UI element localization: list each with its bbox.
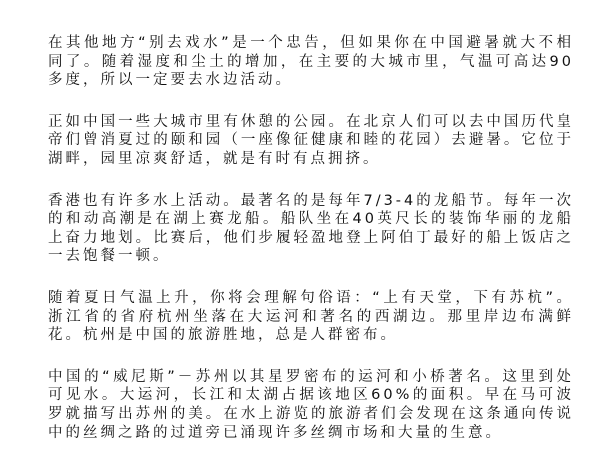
paragraph-beijing-summer-palace: 正如中国一些大城市里有休憩的公园。在北京人们可以去中国历代皇帝们曾消夏过的颐和园（一座像征健康和睦的花园）去避暑。它位于湖畔，园里凉爽舒适，就是有时有点拥挤。: [48, 113, 574, 167]
paragraph-summer-water-advice: 在其他地方“别去戏水”是一个忠告，但如果你在中国避暑就大不相同了。随着湿度和尘土的增加，在主要的大城市里，气温可高达90多度，所以一定要去水边活动。: [48, 35, 574, 89]
paragraph-hangzhou-west-lake: 随着夏日气温上升，你将会理解句俗语：“上有天堂，下有苏杭”。浙江省的省府杭州坐落在大运河和著名的西湖边。那里岸边布满鲜花。杭州是中国的旅游胜地，总是人群密布。: [48, 289, 574, 344]
paragraph-hongkong-dragon-boat: 香港也有许多水上活动。最著名的是每年7/3-4的龙船节。每年一次的和动高潮是在湖上赛龙船。船队坐在40英尺长的装饰华丽的龙船上奋力地划。比赛后，他们步履轻盈地登上阿伯丁最好的船上饭店之一去饱餐一顿。: [48, 192, 574, 265]
document-body: [48, 34, 574, 465]
paragraph-suzhou-canals: 中国的“威尼斯”－苏州以其星罗密布的运河和小桥著名。这里到处可见水。大运河，长江和太湖占据该地区60%的面积。早在马可波罗就描写出苏州的美。在水上游览的旅游者们会发现在这条通向传说中的丝绸之路的过道旁已涌现许多丝绸市场和大量的生意。: [48, 368, 574, 441]
